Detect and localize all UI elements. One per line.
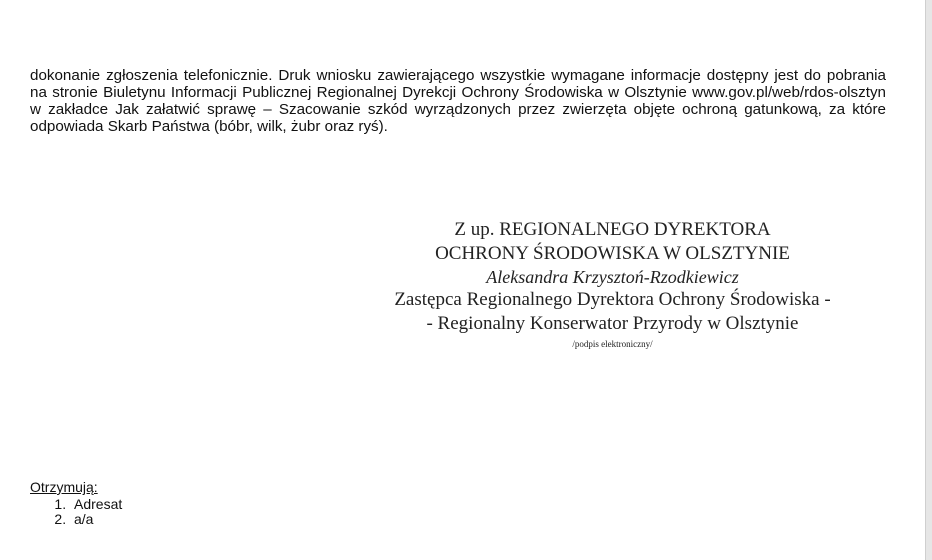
signatory-position-line2: - Regionalny Konserwator Przyrody w Olsztynie — [426, 313, 799, 334]
body-paragraph: dokonanie zgłoszenia telefonicznie. Druk wniosku zawierającego wszystkie wymagane informacje dostępny jest do pobrania na stronie Biuletynu Informacji Publicznej Regionalnej Dyrekcji Ochrony Środowiska w Olsztynie www.gov.pl/web/rdos-olsztyn w zakładce Jak załatwić sprawę – Szacowanie szkód wyrządzonych przez zwierzęta objęte ochroną gatunkową, za które odpowiada Skarb Państwa (bóbr, wilk, żubr oraz ryś). — [30, 67, 886, 135]
page-edge-divider — [925, 0, 932, 560]
recipients-list — [30, 497, 122, 527]
signature-authorization-line1: Z up. REGIONALNEGO DYREKTORA — [454, 219, 771, 240]
signature-authorization-line2: OCHRONY ŚRODOWISKA W OLSZTYNIE — [435, 243, 790, 264]
electronic-signature-note: /podpis elektroniczny/ — [572, 339, 653, 349]
recipients-title: Otrzymują: — [30, 479, 98, 495]
recipients-section — [30, 480, 122, 527]
recipient-item: 1. Adresat — [70, 497, 122, 512]
signature-block — [340, 218, 885, 350]
signatory-name: Aleksandra Krzysztoń-Rzodkiewicz — [486, 267, 739, 287]
recipient-item: 2. a/a — [70, 512, 122, 527]
signatory-position-line1: Zastępca Regionalnego Dyrektora Ochrony Środowiska - — [394, 289, 831, 310]
